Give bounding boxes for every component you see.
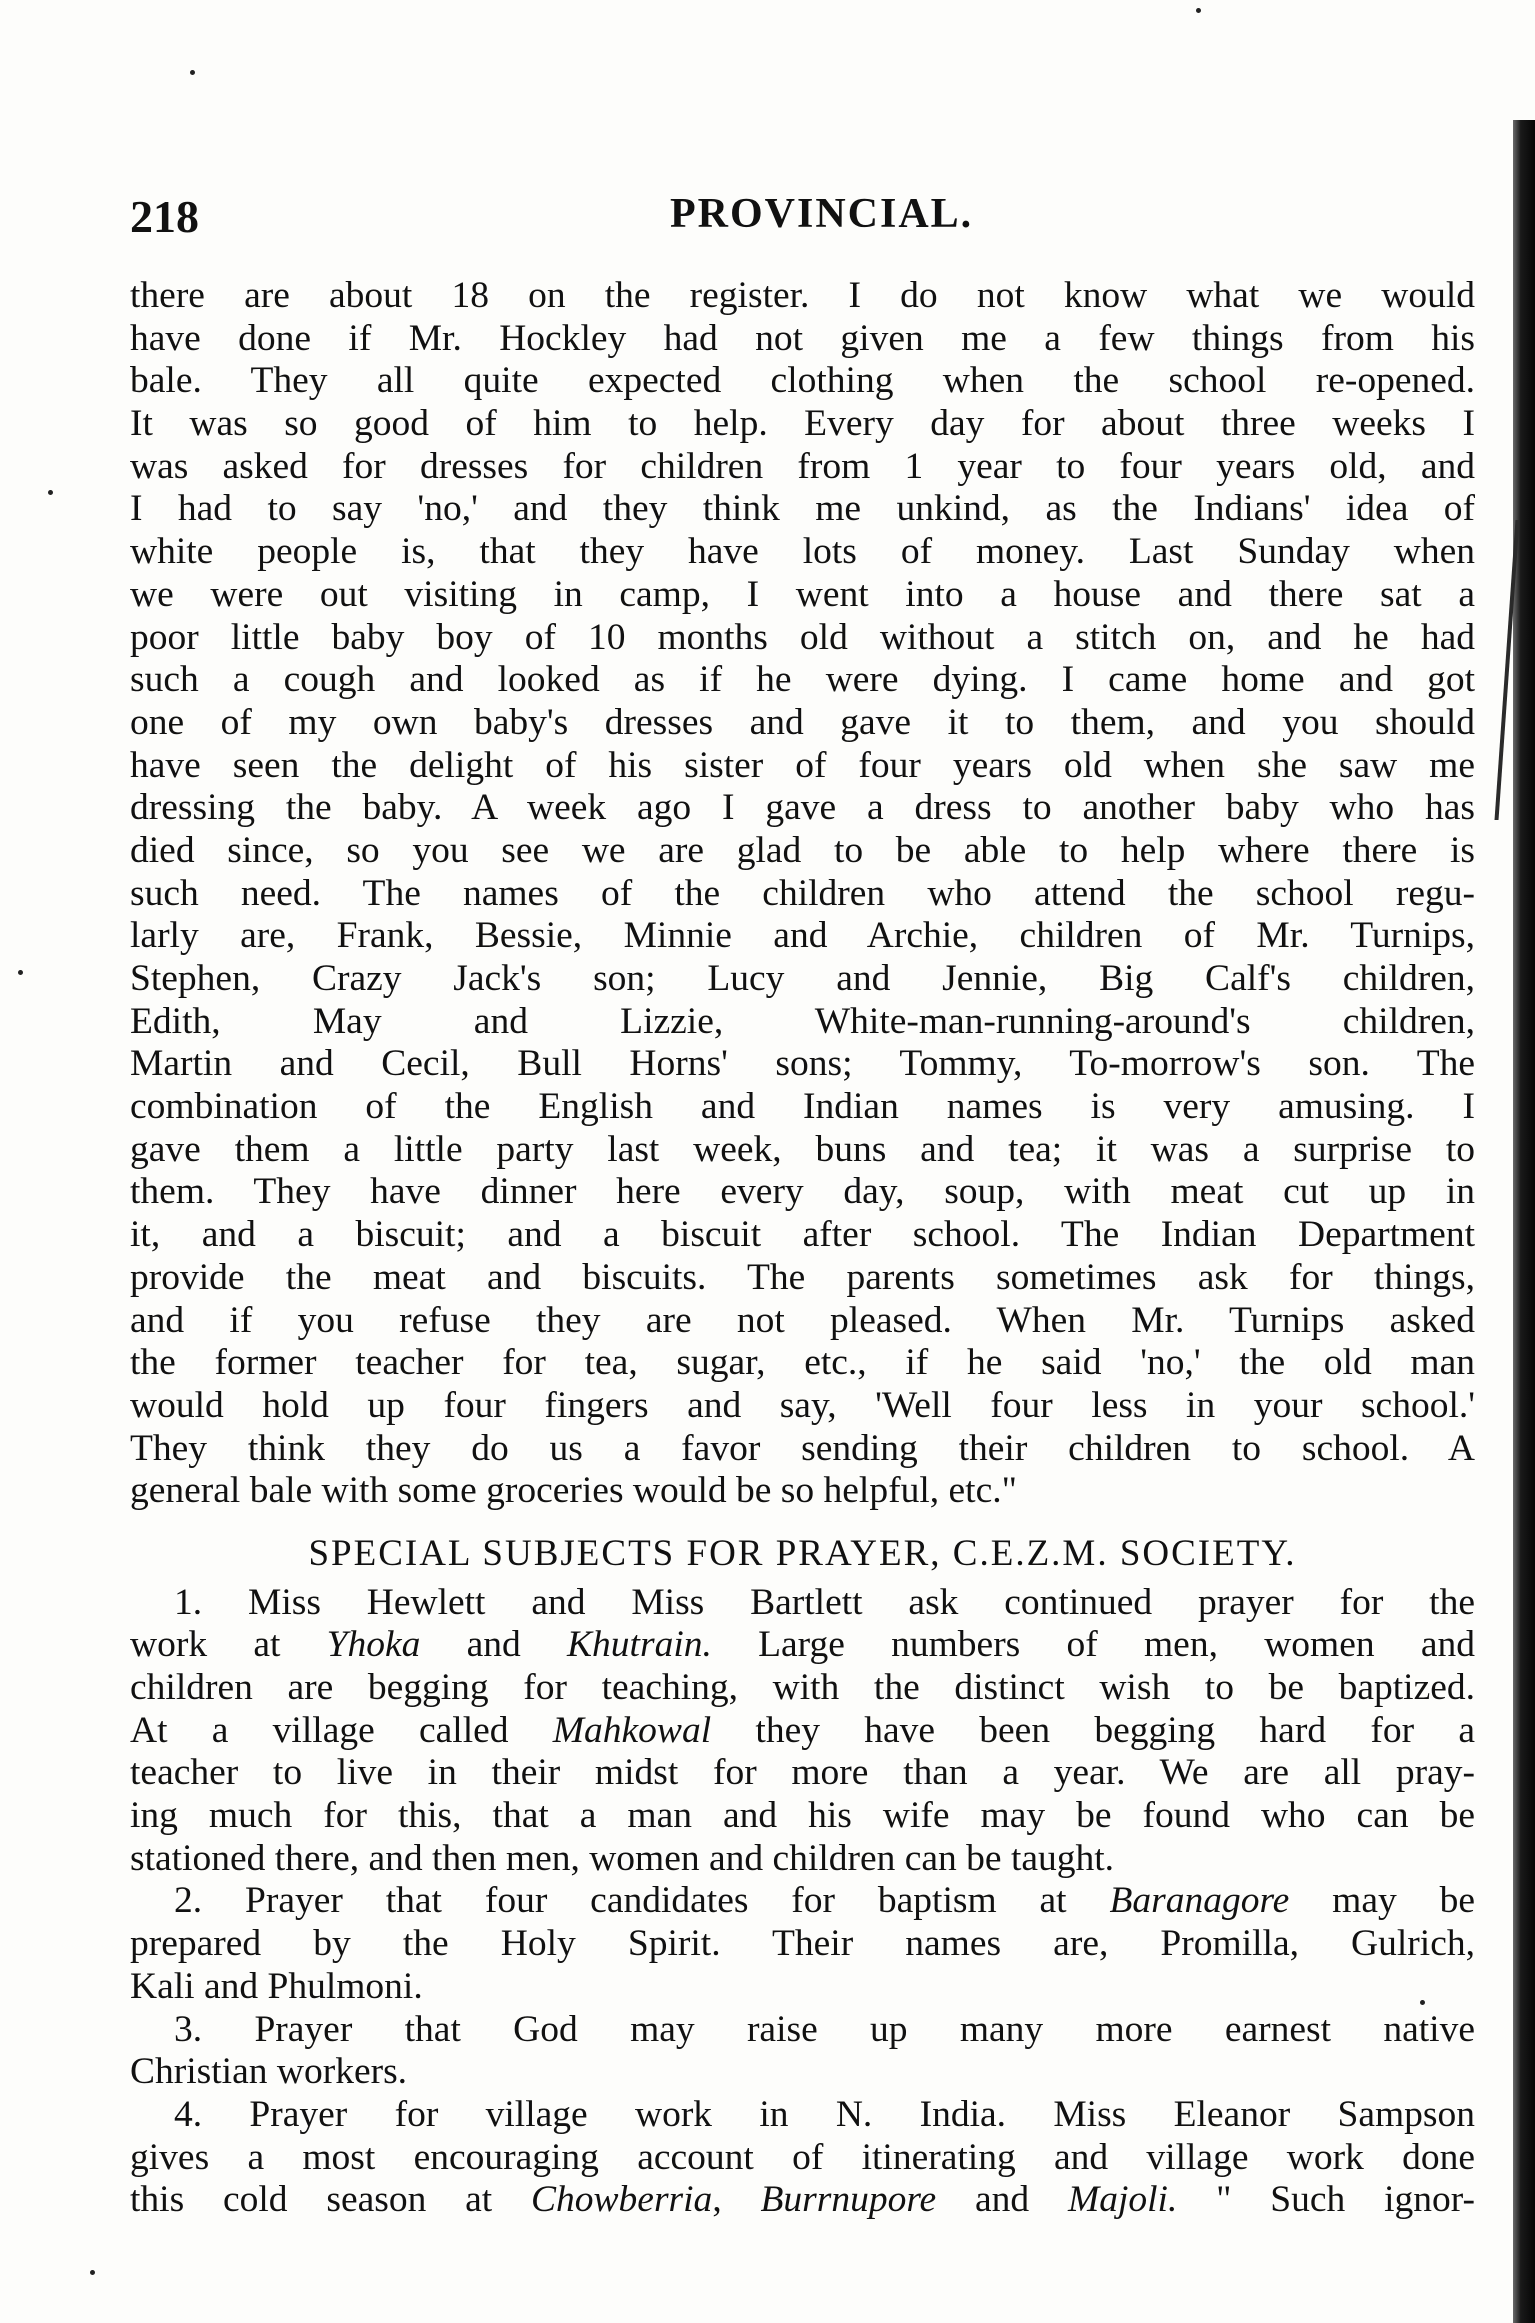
text-run: and: [420, 1624, 568, 1666]
text-line: have seen the delight of his sister of four years old when she saw me: [130, 744, 1475, 786]
text-line: [130, 1710, 1475, 1753]
place-name: Burrnupore: [760, 2179, 937, 2221]
text-line: [130, 1624, 1475, 1667]
running-head: PROVINCIAL.: [670, 191, 974, 237]
text-line: larly are, Frank, Bessie, Minnie and Archie, children of Mr. Turnips,: [130, 915, 1475, 957]
text-line: gave them a little party last week, buns and tea; it was a surprise to: [130, 1128, 1475, 1170]
text-run: and: [936, 2179, 1068, 2221]
text-line: combination of the English and Indian names is very amusing. I: [130, 1086, 1475, 1128]
place-name: Chowberria: [531, 2179, 713, 2221]
text-run: Large numbers of men, women and: [711, 1624, 1475, 1666]
prayer-item-3: [130, 2009, 1475, 2094]
text-line: Kali and Phulmoni.: [130, 1965, 423, 2007]
section-heading: SPECIAL SUBJECTS FOR PRAYER, C.E.Z.M. SOCIETY.: [308, 1532, 1297, 1574]
place-name: Yhoka: [326, 1624, 421, 1666]
text-line: [130, 1880, 1475, 1923]
text-line: [130, 2179, 1475, 2222]
text-line: poor little baby boy of 10 months old without a stitch on, and he had: [130, 616, 1475, 658]
text-run: this cold season at: [130, 2179, 532, 2221]
text-run: they have been begging hard for a: [711, 1709, 1475, 1751]
scan-speck: [48, 490, 53, 495]
text-line: Christian workers.: [130, 2051, 408, 2093]
text-line: Edith, May and Lizzie, White-man-running-around's children,: [130, 1000, 1475, 1042]
text-line: teacher to live in their midst for more than a year. We are all pray-: [130, 1752, 1475, 1794]
scan-speck: [18, 970, 23, 975]
text-line: was asked for dresses for children from 1 year to four years old, and: [130, 445, 1475, 487]
text-line: 1. Miss Hewlett and Miss Bartlett ask continued prayer for the: [174, 1581, 1475, 1623]
text-line: the former teacher for tea, sugar, etc., if he said 'no,' the old man: [130, 1342, 1475, 1384]
text-line: gives a most encouraging account of itinerating and village work done: [130, 2136, 1475, 2178]
text-line: provide the meat and biscuits. The parents sometimes ask for things,: [130, 1256, 1475, 1298]
text-line: 3. Prayer that God may raise up many more earnest native: [174, 2008, 1475, 2050]
text-line: such need. The names of the children who attend the school regu-: [130, 872, 1475, 914]
page-number: 218: [130, 191, 199, 242]
text-line: They think they do us a favor sending their children to school. A: [130, 1427, 1475, 1469]
text-line: and if you refuse they are not pleased. When Mr. Turnips asked: [130, 1299, 1475, 1341]
text-line: it, and a biscuit; and a biscuit after school. The Indian Department: [130, 1214, 1475, 1256]
text-line: ing much for this, that a man and his wife may be found who can be: [130, 1795, 1475, 1837]
scan-speck: [190, 70, 195, 75]
text-line: would hold up four fingers and say, 'Well four less in your school.': [130, 1384, 1475, 1426]
text-line: Martin and Cecil, Bull Horns' sons; Tommy, To-morrow's son. The: [130, 1043, 1475, 1085]
prayer-item-1: [130, 1582, 1475, 1881]
text-line: It was so good of him to help. Every day for about three weeks I: [130, 403, 1475, 445]
place-name: Khutrain.: [567, 1624, 712, 1666]
text-line: them. They have dinner here every day, soup, with meat cut up in: [130, 1171, 1475, 1213]
prayer-item-4: [130, 2094, 1475, 2222]
text-line: prepared by the Holy Spirit. Their names are, Promilla, Gulrich,: [130, 1923, 1475, 1965]
body-text: [130, 275, 1475, 2222]
text-line: children are begging for teaching, with the distinct wish to be baptized.: [130, 1667, 1475, 1708]
place-name: Majoli.: [1067, 2179, 1178, 2221]
text-line: have done if Mr. Hockley had not given me a few things from his: [130, 317, 1475, 359]
scan-speck: [90, 2270, 95, 2275]
letter-paragraph: [130, 275, 1475, 1513]
text-run: ,: [712, 2179, 761, 2221]
scan-speck: [1196, 8, 1201, 13]
scan-speck: [1420, 2000, 1425, 2005]
text-line: such a cough and looked as if he were dying. I came home and got: [130, 659, 1475, 701]
text-run: work at: [130, 1624, 327, 1666]
prayer-item-2: [130, 1880, 1475, 2008]
text-line: stationed there, and then men, women and children can be taught.: [130, 1837, 1115, 1879]
text-line: died since, so you see we are glad to be able to help where there is: [130, 829, 1475, 871]
text-line: bale. They all quite expected clothing when the school re-opened.: [130, 360, 1475, 402]
place-name: Mahkowal: [552, 1709, 712, 1751]
text-line: 4. Prayer for village work in N. India. Miss Eleanor Sampson: [174, 2093, 1475, 2135]
text-line: general bale with some groceries would be so helpful, etc.": [130, 1470, 1017, 1512]
page-edge-shadow: [1513, 120, 1535, 2323]
page-header: [130, 190, 1490, 250]
text-run: 2. Prayer that four candidates for baptism at: [174, 1880, 1110, 1922]
text-line: we were out visiting in camp, I went into a house and there sat a: [130, 573, 1475, 615]
text-line: white people is, that they have lots of money. Last Sunday when: [130, 531, 1475, 573]
text-run: " Such ignor-: [1177, 2179, 1475, 2221]
place-name: Baranagore: [1109, 1880, 1290, 1922]
text-line: Stephen, Crazy Jack's son; Lucy and Jennie, Big Calf's children,: [130, 958, 1475, 999]
text-run: At a village called: [130, 1709, 553, 1751]
text-line: dressing the baby. A week ago I gave a dress to another baby who has: [130, 787, 1475, 829]
text-line: I had to say 'no,' and they think me unkind, as the Indians' idea of: [130, 488, 1475, 530]
text-run: may be: [1289, 1880, 1475, 1922]
text-line: there are about 18 on the register. I do not know what we would: [130, 275, 1475, 316]
text-line: one of my own baby's dresses and gave it to them, and you should: [130, 701, 1475, 743]
